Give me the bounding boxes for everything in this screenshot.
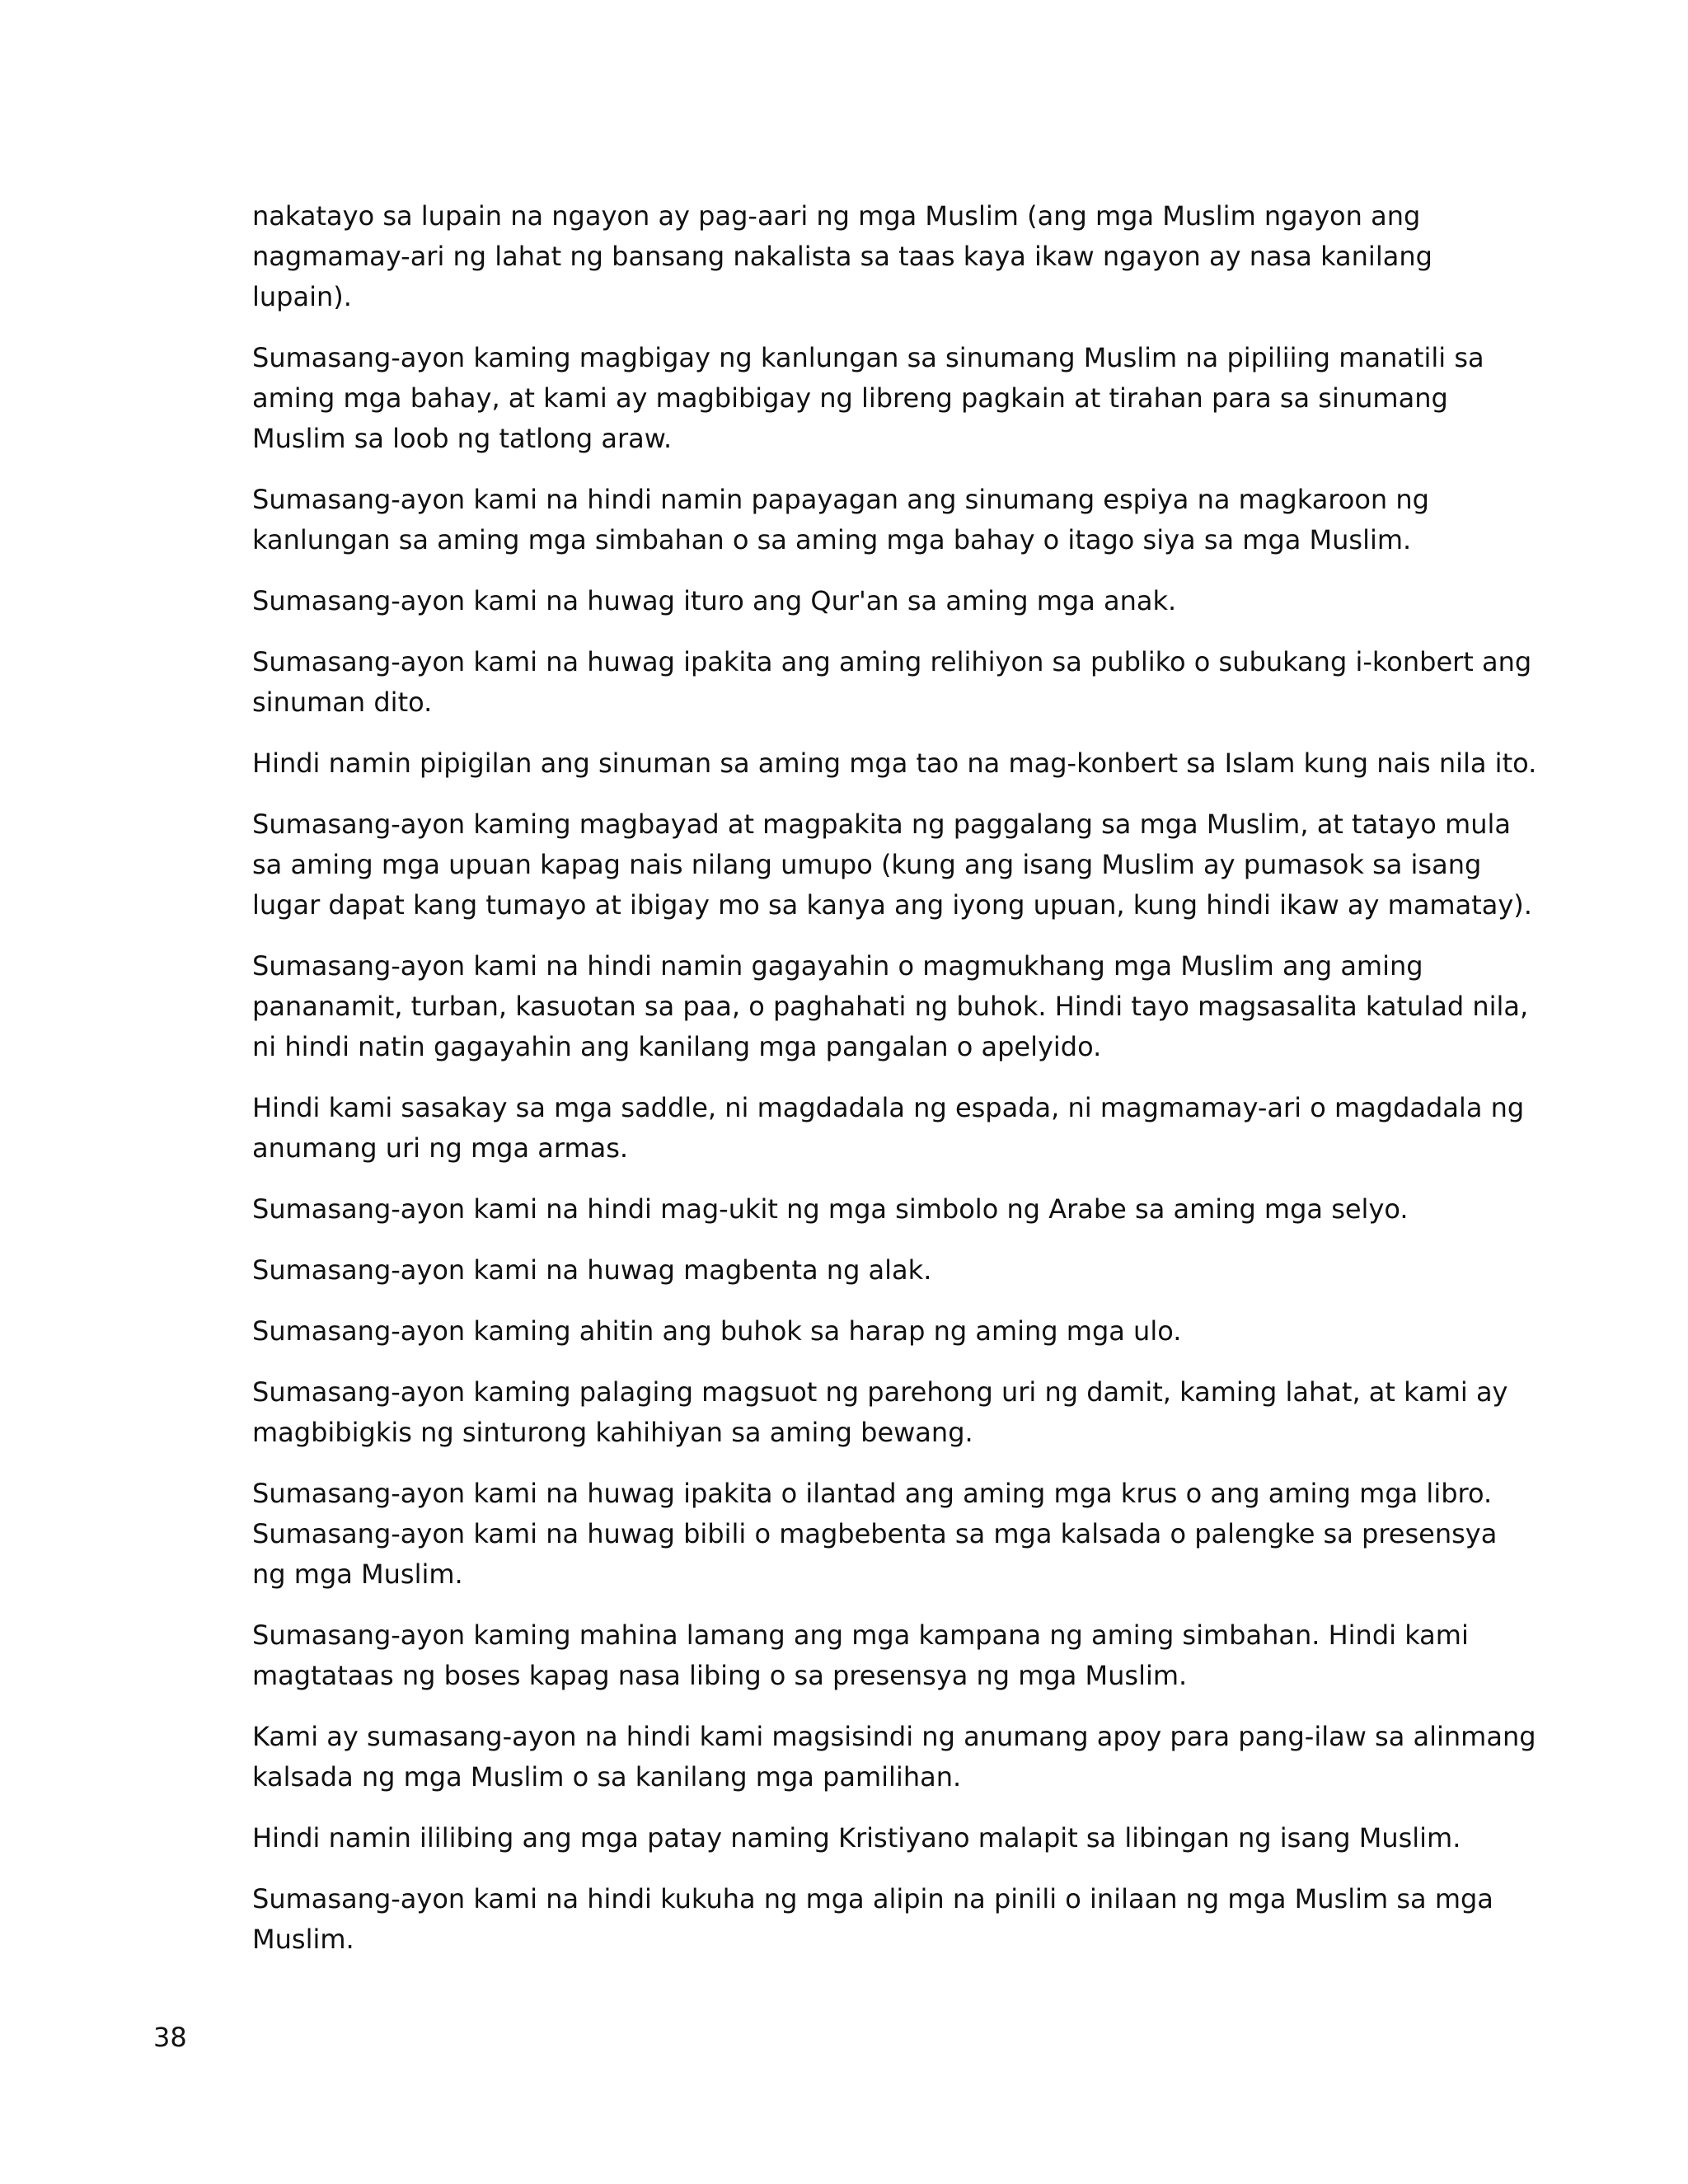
paragraph: Sumasang-ayon kami na hindi namin gagayahin o magmukhang mga Muslim ang aming pananamit, turban, kasuotan sa paa, o paghahati ng buhok. Hindi tayo magsasalita katulad nila, ni hindi natin gagayahin ang kanilang mga pangalan o apelyido. bbox=[252, 950, 1529, 1062]
paragraph: Hindi kami sasakay sa mga saddle, ni magdadala ng espada, ni magmamay-ari o magdadala ng anumang uri ng mga armas. bbox=[252, 1092, 1525, 1164]
paragraph: Hindi namin ililibing ang mga patay naming Kristiyano malapit sa libingan ng isang Muslim. bbox=[252, 1822, 1461, 1854]
paragraph: Sumasang-ayon kami na hindi mag-ukit ng mga simbolo ng Arabe sa aming mga selyo. bbox=[252, 1193, 1409, 1225]
paragraph: Sumasang-ayon kaming palaging magsuot ng parehong uri ng damit, kaming lahat, at kami ay magbibigkis ng sinturong kahihiyan sa aming bewang. bbox=[252, 1376, 1508, 1448]
paragraph: Sumasang-ayon kaming magbayad at magpakita ng paggalang sa mga Muslim, at tatayo mula sa aming mga upuan kapag nais nilang umupo (kung ang isang Muslim ay pumasok sa isang lugar dapat kang tumayo at ibigay mo sa kanya ang iyong upuan, kung hindi ikaw ay mamatay). bbox=[252, 808, 1532, 921]
paragraph: Sumasang-ayon kami na huwag ipakita o ilantad ang aming mga krus o ang aming mga libro. Sumasang-ayon kami na huwag bibili o magbebenta sa mga kalsada o palengke sa presensya ng mga Muslim. bbox=[252, 1478, 1498, 1590]
body-text bbox=[252, 196, 1538, 1980]
paragraph: Sumasang-ayon kami na hindi kukuha ng mga alipin na pinili o inilaan ng mga Muslim sa mga Muslim. bbox=[252, 1883, 1493, 1955]
paragraph: Sumasang-ayon kaming ahitin ang buhok sa harap ng aming mga ulo. bbox=[252, 1315, 1182, 1347]
paragraph: Kami ay sumasang-ayon na hindi kami magsisindi ng anumang apoy para pang-ilaw sa alinmang kalsada ng mga Muslim o sa kanilang mga pamilihan. bbox=[252, 1721, 1536, 1793]
paragraph: Sumasang-ayon kami na hindi namin papayagan ang sinumang espiya na magkaroon ng kanlungan sa aming mga simbahan o sa aming mga bahay o itago siya sa mga Muslim. bbox=[252, 484, 1429, 555]
paragraph: Sumasang-ayon kami na huwag magbenta ng alak. bbox=[252, 1254, 932, 1286]
paragraph: Sumasang-ayon kami na huwag ituro ang Qur'an sa aming mga anak. bbox=[252, 585, 1177, 616]
paragraph: Sumasang-ayon kami na huwag ipakita ang aming relihiyon sa publiko o subukang i-konbert ang sinuman dito. bbox=[252, 646, 1532, 718]
paragraph: Hindi namin pipigilan ang sinuman sa aming mga tao na mag-konbert sa Islam kung nais nila ito. bbox=[252, 748, 1537, 779]
page-number: 38 bbox=[153, 2022, 187, 2053]
paragraph: Sumasang-ayon kaming magbigay ng kanlungan sa sinumang Muslim na pipiliing manatili sa aming mga bahay, at kami ay magbibigay ng libreng pagkain at tirahan para sa sinumang Muslim sa loob ng tatlong araw. bbox=[252, 342, 1484, 454]
paragraph: Sumasang-ayon kaming mahina lamang ang mga kampana ng aming simbahan. Hindi kami magtataas ng boses kapag nasa libing o sa presensya ng mga Muslim. bbox=[252, 1619, 1469, 1691]
paragraph: nakatayo sa lupain na ngayon ay pag-aari ng mga Muslim (ang mga Muslim ngayon ang nagmamay-ari ng lahat ng bansang nakalista sa taas kaya ikaw ngayon ay nasa kanilang lupain). bbox=[252, 200, 1432, 312]
